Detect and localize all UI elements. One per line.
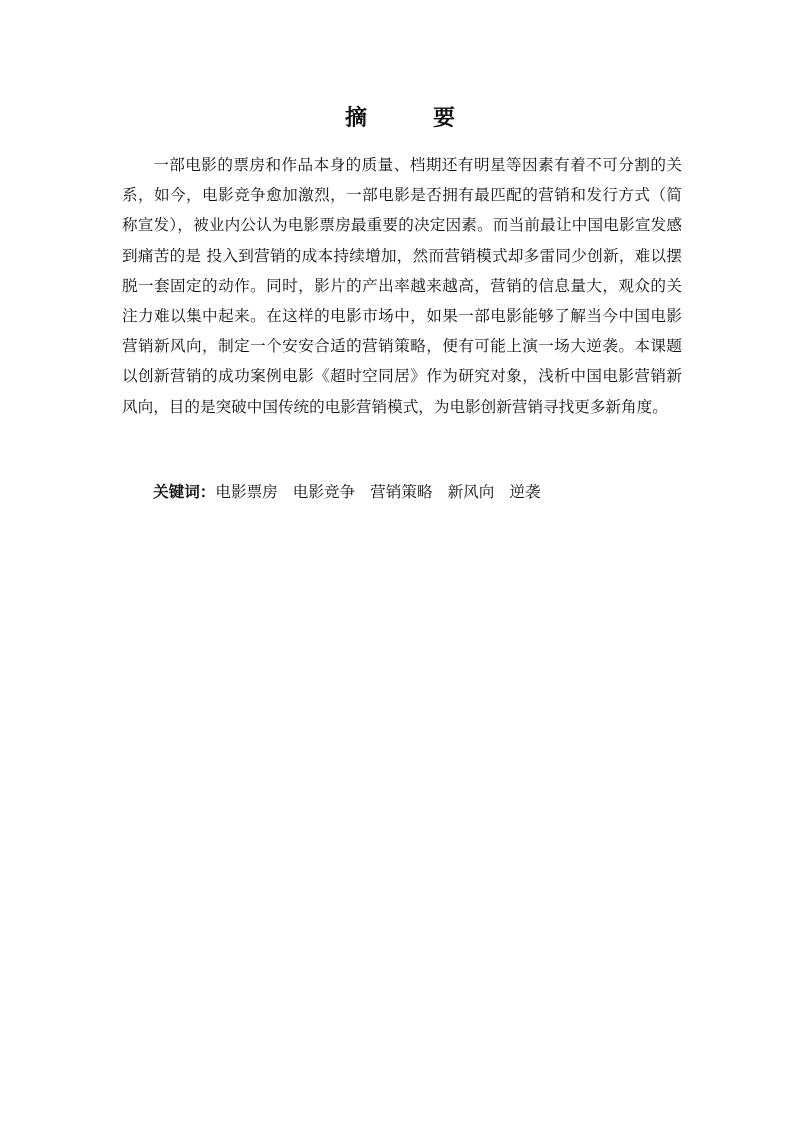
keyword-item: 电影竞争 [292, 483, 356, 501]
keyword-item: 新风向 [447, 483, 495, 501]
abstract-paragraph: 一部电影的票房和作品本身的质量、档期还有明星等因素有着不可分割的关系，如今，电影竞争愈加激烈，一部电影是否拥有最匹配的营销和发行方式（简称宣发），被业内公认为电影票房最重要的决定因素。而当前最让中国电影宣发感到痛苦的是 投入到营销的成本持续增加，然而营销模式却多雷同少创新，难以摆脱一套固定的动作。同时，影片的产出率越来越高，营销的信息量大，观众的关注力难以集中起来。在这样的电影市场中，如果一部电影能够了解当今中国电影营销新风向，制定一个安安合适的营销策略，便有可能上演一场大逆袭。本课题以创新营销的成功案例电影《超时空同居》作为研究对象，浅析中国电影营销新风向，目的是突破中国传统的电影营销模式，为电影创新营销寻找更多新角度。 [122, 156, 682, 416]
keyword-item: 营销策略 [370, 483, 433, 501]
keywords-label: 关键词： [153, 482, 216, 501]
keyword-item: 逆袭 [509, 483, 541, 501]
abstract-title: 摘 要 [344, 105, 477, 131]
keywords-line [153, 477, 693, 507]
keyword-item: 电影票房 [215, 483, 278, 501]
